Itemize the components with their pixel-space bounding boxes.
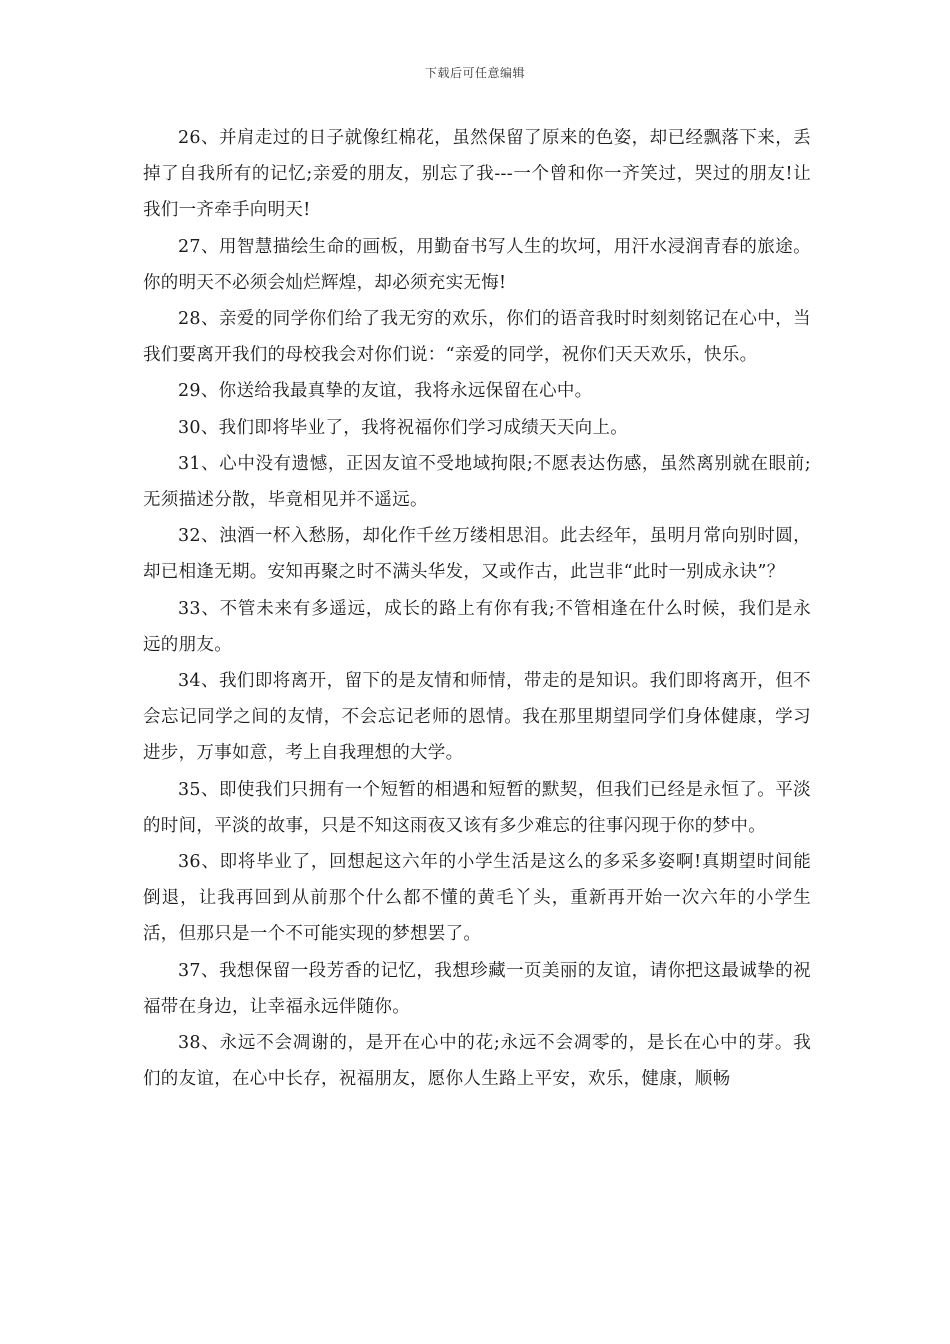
page-header: 下载后可任意编辑 (424, 66, 525, 80)
document-body (143, 120, 811, 1097)
paragraph-30: 30、我们即将毕业了，我将祝福你们学习成绩天天向上。 (178, 417, 629, 438)
paragraph-27: 27、用智慧描绘生命的画板，用勤奋书写人生的坎坷，用汗水浸润青春的旅途。你的明天不必须会灿烂辉煌，却必须充实无悔! (143, 236, 811, 293)
paragraph-31: 31、心中没有遗憾，正因友谊不受地域拘限;不愿表达伤感，虽然离别就在眼前;无须描述分散，毕竟相见并不遥远。 (143, 453, 811, 511)
paragraph-28: 28、亲爱的同学你们给了我无穷的欢乐，你们的语音我时时刻刻铭记在心中，当我们要离开我们的母校我会对你们说：“亲爱的同学，祝你们天天欢乐，快乐。 (143, 309, 811, 366)
paragraph-34: 34、我们即将离开，留下的是友情和师情，带走的是知识。我们即将离开，但不会忘记同学之间的友情，不会忘记老师的恩情。我在那里期望同学们身体健康，学习进步，万事如意，考上自我理想的大学。 (143, 671, 811, 764)
paragraph-37: 37、我想保留一段芳香的记忆，我想珍藏一页美丽的友谊，请你把这最诚挚的祝福带在身边，让幸福永远伴随你。 (143, 960, 811, 1017)
paragraph-32: 32、浊酒一杯入愁肠，却化作千丝万缕相思泪。此去经年，虽明月常向别时圆，却已相逢无期。安知再聚之时不满头华发，又或作古，此岂非“此时一别成永诀”？ (143, 526, 811, 583)
paragraph-38: 38、永远不会凋谢的，是开在心中的花;永远不会凋零的，是长在心中的芽。我们的友谊，在心中长存，祝福朋友，愿你人生路上平安，欢乐，健康，顺畅 (143, 1033, 811, 1090)
paragraph-26: 26、并肩走过的日子就像红棉花，虽然保留了原来的色姿，却已经飘落下来，丢掉了自我所有的记忆;亲爱的朋友，别忘了我---一个曾和你一齐笑过，哭过的朋友!让我们一齐牵手向明天! (143, 128, 811, 221)
paragraph-33: 33、不管未来有多遥远，成长的路上有你有我;不管相逢在什么时候，我们是永远的朋友。 (143, 598, 811, 655)
paragraph-35: 35、即使我们只拥有一个短暂的相遇和短暂的默契，但我们已经是永恒了。平淡的时间，平淡的故事，只是不知这雨夜又该有多少难忘的往事闪现于你的梦中。 (143, 779, 811, 836)
paragraph-29: 29、你送给我最真挚的友谊，我将永远保留在心中。 (178, 381, 593, 402)
paragraph-36: 36、即将毕业了，回想起这六年的小学生活是这么的多采多姿啊!真期望时间能倒退，让我再回到从前那个什么都不懂的黄毛丫头，重新再开始一次六年的小学生活，但那只是一个不可能实现的梦想罢了。 (143, 852, 811, 945)
